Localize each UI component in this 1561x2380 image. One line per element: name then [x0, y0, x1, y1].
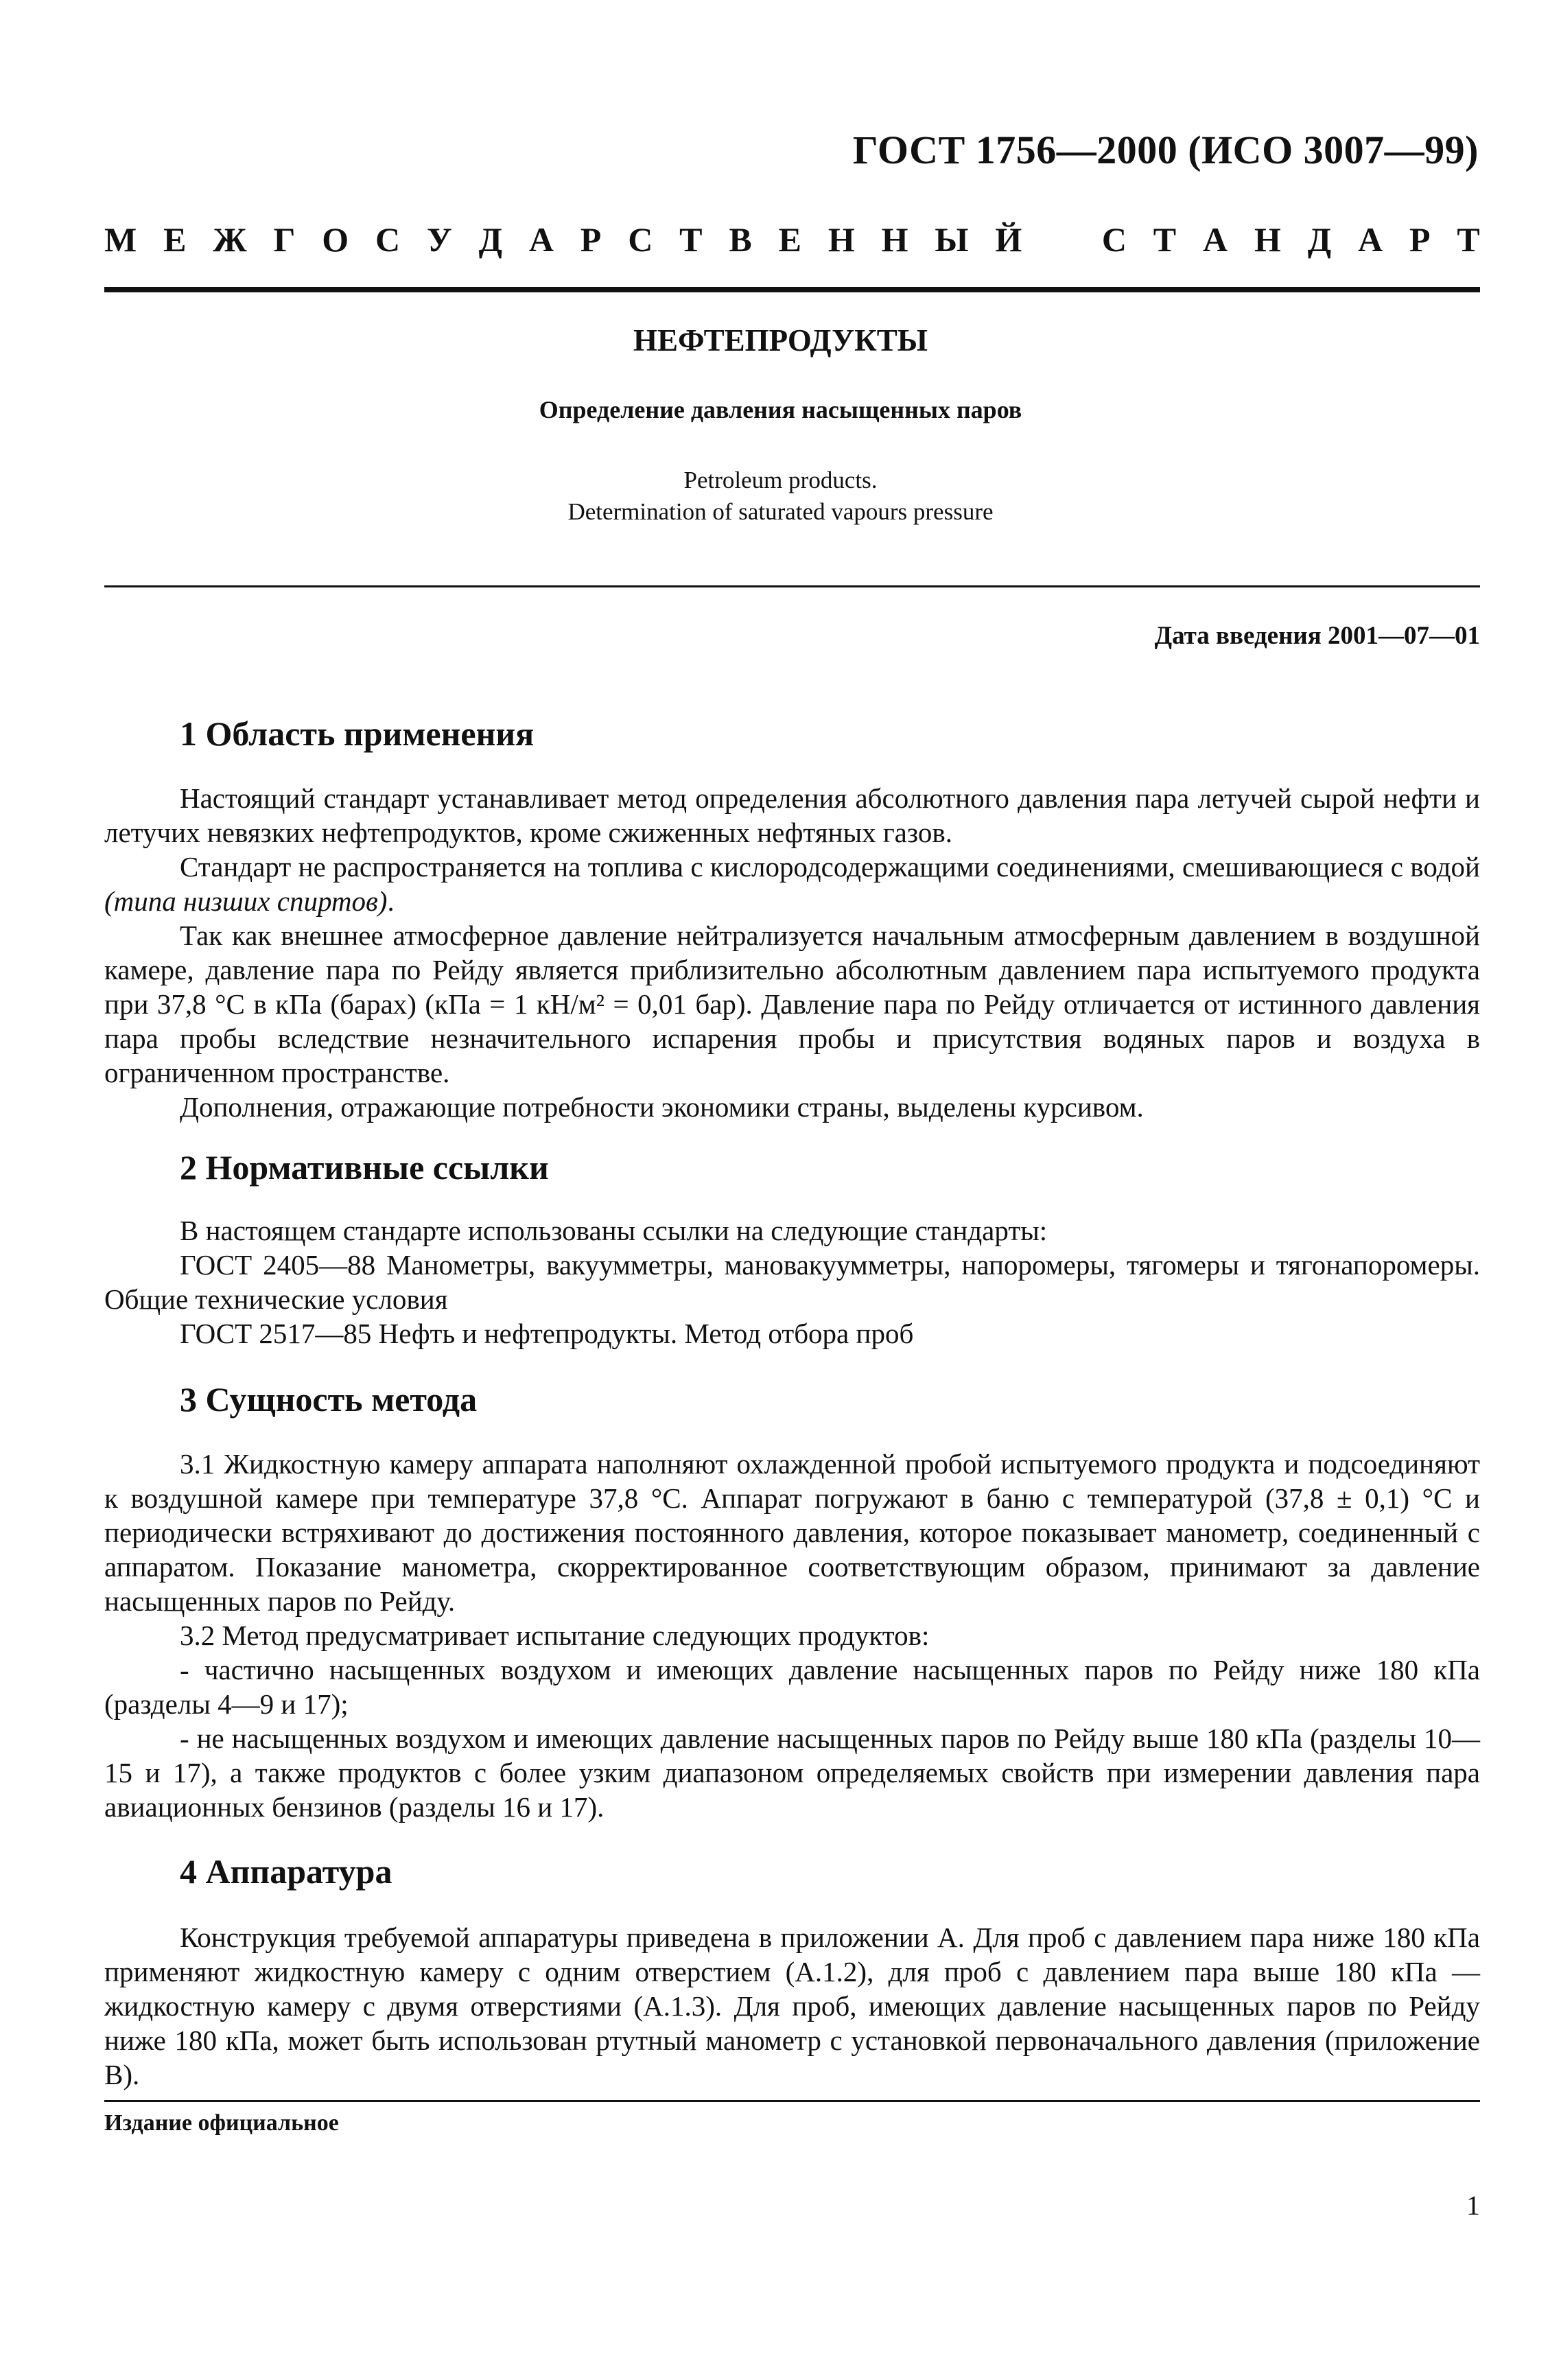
edition-note: Издание официальное	[104, 2110, 339, 2136]
section-heading: 3 Сущность метода	[180, 1380, 478, 1419]
banner-letter: В	[729, 220, 752, 259]
header-divider	[104, 287, 1480, 292]
banner-letter: Е	[778, 220, 801, 259]
banner-letter: С	[375, 220, 401, 259]
banner-letter: У	[427, 220, 452, 259]
english-title-line: Determination of saturated vapours pressure	[567, 498, 994, 525]
banner-letter: Н	[881, 220, 908, 259]
english-title	[0, 465, 1561, 528]
section-heading: 4 Аппаратура	[180, 1852, 392, 1891]
document-subtitle: Определение давления насыщенных паров	[539, 396, 1022, 423]
banner-letter: М	[104, 220, 137, 259]
banner-letter: Т	[679, 220, 703, 259]
banner-letter: О	[322, 220, 349, 259]
document-title: НЕФТЕПРОДУКТЫ	[633, 323, 928, 358]
banner-letter: С	[1101, 220, 1127, 259]
banner-letter: А	[1358, 220, 1383, 259]
banner-letter: Т	[1457, 220, 1480, 259]
paragraph: Дополнения, отражающие потребности экономики страны, выделены курсивом.	[180, 1091, 1144, 1123]
paragraph-text: Стандарт не распространяется на топлива с кислородсодержащими соединениями, смешивающиеся с водой	[180, 851, 1480, 883]
banner-letter: А	[1203, 220, 1228, 259]
standard-type-banner	[104, 220, 1480, 259]
banner-letter: Р	[580, 220, 602, 259]
paragraph: Настоящий стандарт устанавливает метод определения абсолютного давления пара летучей сырой нефти и летучих невязких нефтепродуктов, кроме сжиженных нефтяных газов.	[104, 782, 1480, 848]
list-item: - не насыщенных воздухом и имеющих давление насыщенных паров по Рейду выше 180 кПа (разделы 10—15 и 17), а также продуктов с более узким диапазоном определяемых свойств при измерении давления пара авиационных бензинов (разделы 16 и 17).	[104, 1723, 1480, 1823]
banner-letter: Р	[1409, 220, 1431, 259]
paragraph: 3.1 Жидкостную камеру аппарата наполняют охлажденной пробой испытуемого продукта и подсоединяют к воздушной камере при температуре 37,8 °C. Аппарат погружают в баню с температурой (37,8 ± 0,1) °C и периодически встряхивают до достижения постоянного давления, которое показывает манометр, соединенный с аппаратом. Показание манометра, скорректированное соответствующим образом, принимают за давление насыщенных паров по Рейду.	[104, 1448, 1480, 1617]
banner-letter: Н	[1254, 220, 1281, 259]
section-heading: 1 Область применения	[180, 714, 535, 753]
banner-letter: А	[528, 220, 554, 259]
title-divider	[104, 585, 1480, 587]
banner-letter: Ы	[935, 220, 969, 259]
banner-letter: Й	[995, 220, 1022, 259]
page-number: 1	[1466, 2190, 1480, 2221]
paragraph: Стандарт не распространяется на топлива с кислородсодержащими соединениями, смешивающиеся с водой (типа низших спиртов).	[104, 851, 1480, 917]
banner-letter: Н	[828, 220, 855, 259]
paragraph: В настоящем стандарте использованы ссылки на следующие стандарты:	[180, 1215, 1048, 1246]
paragraph: 3.2 Метод предусматривает испытание следующих продуктов:	[180, 1620, 930, 1651]
banner-letter: Е	[163, 220, 187, 259]
banner-letter: Ж	[213, 220, 247, 259]
banner-letter: Т	[1153, 220, 1177, 259]
reference-item: ГОСТ 2517—85 Нефть и нефтепродукты. Метод отбора проб	[180, 1318, 914, 1349]
paragraph: Конструкция требуемой аппаратуры приведена в приложении А. Для проб с давлением пара ниже 180 кПа применяют жидкостную камеру с одним отверстием (А.1.2), для проб с давлением пара выше 180 кПа — жидкостную камеру с двумя отверстиями (А.1.3). Для проб, имеющих давление насыщенных паров по Рейду ниже 180 кПа, может быть использован ртутный манометр с установкой первоначального давления (приложение В).	[104, 1922, 1480, 2090]
list-item: - частично насыщенных воздухом и имеющих давление насыщенных паров по Рейду ниже 180 кПа (разделы 4—9 и 17);	[104, 1654, 1480, 1720]
paragraph: Так как внешнее атмосферное давление нейтрализуется начальным атмосферным давлением в воздушной камере, давление пара по Рейду является приблизительно абсолютным давлением пара испытуемого продукта при 37,8 °C в кПа (барах) (кПа = 1 кН/м² = 0,01 бар). Давление пара по Рейду отличается от истинного давления пара пробы вследствие незначительного испарения пробы и присутствия водяных паров и воздуха в ограниченном пространстве.	[104, 920, 1480, 1088]
banner-letter: Д	[1307, 220, 1332, 259]
banner-letter: Д	[478, 220, 502, 259]
banner-letter: Г	[273, 220, 296, 259]
italic-addition: (типа низших спиртов)	[104, 885, 388, 917]
section-heading: 2 Нормативные ссылки	[180, 1148, 549, 1187]
document-number: ГОСТ 1756—2000 (ИСО 3007—99)	[852, 128, 1479, 172]
banner-letter: С	[628, 220, 653, 259]
footer-divider	[104, 2100, 1480, 2102]
reference-item: ГОСТ 2405—88 Манометры, вакуумметры, мановакуумметры, напоромеры, тягомеры и тягонапоромеры. Общие технические условия	[104, 1249, 1480, 1315]
english-title-line: Petroleum products.	[683, 467, 878, 493]
introduction-date: Дата введения 2001—07—01	[1154, 622, 1480, 650]
